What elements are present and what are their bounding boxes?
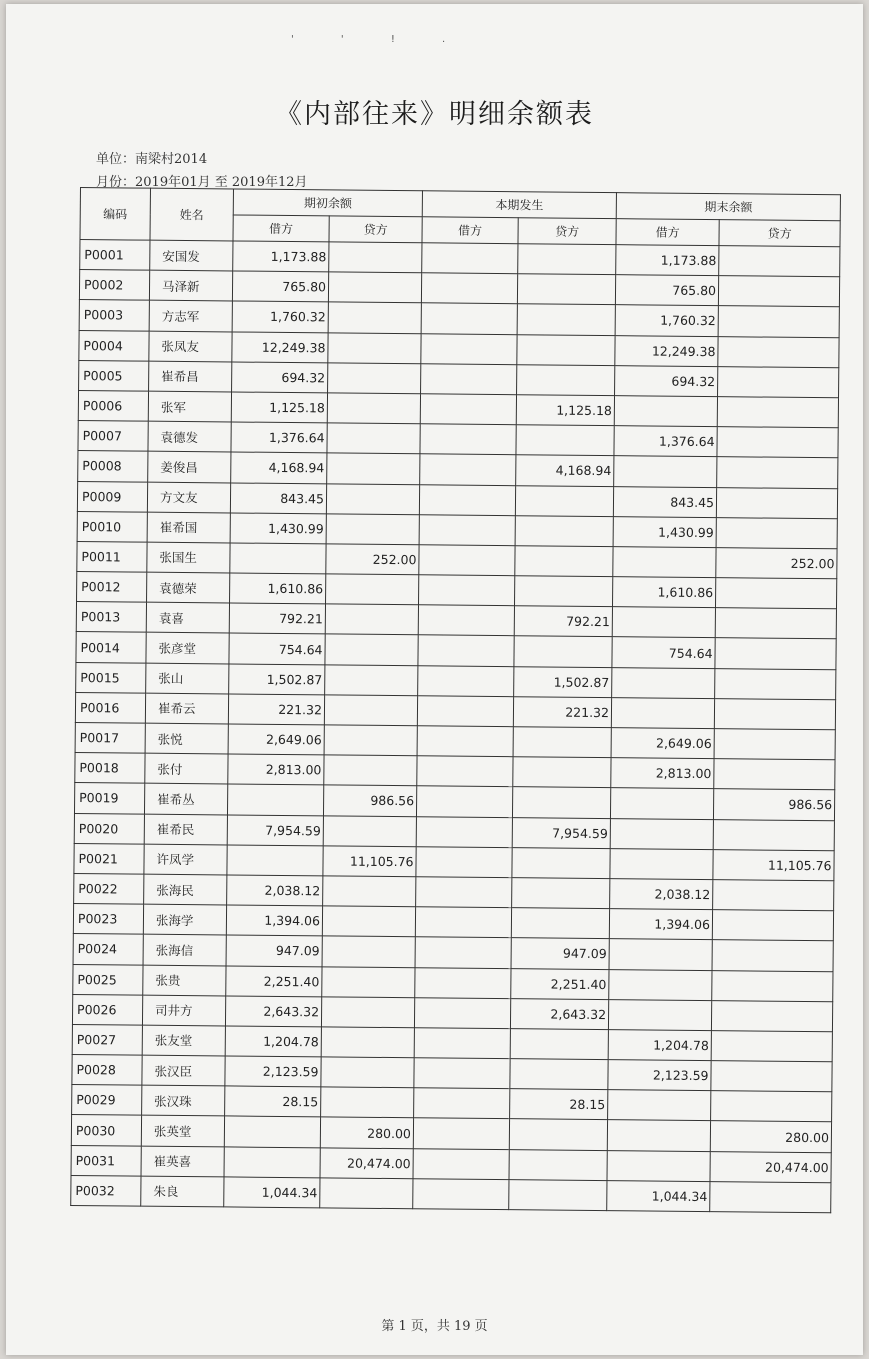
- cell-name: 崔希云: [145, 693, 228, 724]
- cell-opening-debit: 1,044.34: [224, 1177, 320, 1208]
- cell-current-credit: [515, 485, 613, 516]
- cell-code: P0031: [71, 1145, 141, 1176]
- cell-current-debit: [416, 877, 512, 908]
- cell-code: P0001: [80, 240, 150, 271]
- cell-current-credit: [510, 1059, 608, 1090]
- cell-opening-debit: 2,813.00: [228, 754, 324, 785]
- cell-opening-debit: 2,251.40: [226, 965, 322, 996]
- cell-closing-credit: [711, 1061, 832, 1092]
- cell-name: 张汉珠: [142, 1085, 225, 1116]
- page-title: 《内部往来》明细余额表: [275, 99, 594, 130]
- cell-closing-debit: 1,394.06: [609, 909, 712, 940]
- cell-opening-credit: [321, 1027, 414, 1058]
- cell-current-credit: 28.15: [510, 1089, 608, 1120]
- cell-code: P0025: [73, 964, 143, 995]
- cell-code: P0018: [75, 753, 145, 784]
- cell-code: P0032: [71, 1175, 141, 1206]
- cell-code: P0002: [79, 270, 149, 301]
- cell-current-credit: [517, 274, 615, 305]
- cell-opening-debit: [224, 1116, 320, 1147]
- cell-name: 朱良: [141, 1176, 224, 1207]
- cell-name: 张海民: [144, 874, 227, 905]
- balance-table: [70, 187, 841, 1213]
- cell-closing-credit: [717, 427, 838, 458]
- cell-closing-credit: [715, 638, 836, 669]
- cell-closing-credit: 280.00: [710, 1121, 831, 1152]
- cell-closing-debit: [610, 818, 713, 849]
- cell-opening-credit: [327, 393, 420, 424]
- cell-current-credit: [516, 425, 614, 456]
- cell-opening-credit: [324, 725, 417, 756]
- cell-current-debit: [417, 756, 513, 787]
- cell-closing-credit: [715, 668, 836, 699]
- cell-closing-debit: [611, 697, 714, 728]
- cell-code: P0026: [72, 994, 142, 1025]
- cell-current-credit: [513, 727, 611, 758]
- cell-current-credit: [509, 1119, 607, 1150]
- cell-code: P0003: [79, 300, 149, 331]
- cell-closing-debit: [614, 456, 717, 487]
- cell-closing-debit: 1,610.86: [613, 577, 716, 608]
- cell-closing-debit: 12,249.38: [615, 335, 718, 366]
- page-footer: 第 1 页，共 19 页: [381, 1319, 488, 1334]
- cell-current-debit: [420, 394, 516, 425]
- cell-name: 张付: [145, 753, 228, 784]
- cell-closing-credit: [712, 910, 833, 941]
- cell-closing-debit: 2,649.06: [611, 728, 714, 759]
- cell-opening-credit: [329, 242, 422, 273]
- header-closing-debit: 借方: [616, 219, 719, 246]
- cell-current-credit: 1,125.18: [516, 395, 614, 426]
- cell-closing-credit: [710, 1181, 831, 1212]
- cell-current-debit: [413, 1118, 509, 1149]
- cell-opening-credit: [325, 664, 418, 695]
- cell-current-credit: [518, 244, 616, 275]
- header-name: 姓名: [150, 188, 233, 241]
- cell-closing-credit: [719, 246, 840, 277]
- cell-closing-credit: [712, 970, 833, 1001]
- cell-closing-debit: [607, 1120, 710, 1151]
- cell-opening-credit: [326, 574, 419, 605]
- table-body: [71, 240, 840, 1213]
- cell-current-debit: [417, 696, 513, 727]
- cell-opening-debit: 2,123.59: [225, 1056, 321, 1087]
- cell-opening-debit: 12,249.38: [232, 332, 328, 363]
- cell-name: 崔希国: [147, 512, 230, 543]
- header-current-debit: 借方: [422, 217, 518, 244]
- cell-closing-debit: 1,204.78: [608, 1029, 711, 1060]
- cell-code: P0009: [77, 481, 147, 512]
- cell-closing-credit: [713, 880, 834, 911]
- cell-code: P0004: [79, 330, 149, 361]
- cell-current-credit: [517, 334, 615, 365]
- cell-code: P0012: [77, 572, 147, 603]
- cell-opening-credit: 280.00: [320, 1117, 413, 1148]
- cell-opening-debit: 2,038.12: [227, 875, 323, 906]
- cell-closing-debit: 2,813.00: [611, 758, 714, 789]
- cell-current-debit: [421, 333, 517, 364]
- cell-closing-debit: [609, 939, 712, 970]
- cell-opening-credit: [328, 363, 421, 394]
- cell-code: P0011: [77, 541, 147, 572]
- cell-current-debit: [421, 273, 517, 304]
- cell-current-credit: 1,502.87: [514, 666, 612, 697]
- cell-opening-credit: [320, 1178, 413, 1209]
- cell-code: P0023: [73, 904, 143, 935]
- cell-code: P0019: [74, 783, 144, 814]
- cell-opening-credit: [328, 332, 421, 363]
- cell-current-debit: [414, 1058, 510, 1089]
- cell-name: 张国生: [147, 542, 230, 573]
- cell-closing-credit: [714, 759, 835, 790]
- cell-opening-credit: [327, 453, 420, 484]
- cell-current-debit: [419, 545, 515, 576]
- cell-closing-credit: [713, 819, 834, 850]
- cell-name: 袁德荣: [147, 572, 230, 603]
- cell-opening-debit: 1,204.78: [225, 1026, 321, 1057]
- cell-code: P0030: [71, 1115, 141, 1146]
- cell-opening-debit: 1,760.32: [232, 301, 328, 332]
- cell-current-debit: [421, 303, 517, 334]
- cell-closing-credit: [718, 276, 839, 307]
- cell-current-debit: [422, 243, 518, 274]
- cell-current-debit: [417, 726, 513, 757]
- cell-opening-credit: 252.00: [326, 544, 419, 575]
- cell-code: P0007: [78, 421, 148, 452]
- cell-opening-debit: 28.15: [225, 1086, 321, 1117]
- cell-closing-debit: 1,044.34: [607, 1180, 710, 1211]
- cell-name: 袁德发: [148, 421, 231, 452]
- cell-opening-debit: 947.09: [226, 935, 322, 966]
- cell-closing-debit: 2,038.12: [610, 879, 713, 910]
- cell-code: P0029: [72, 1085, 142, 1116]
- cell-current-debit: [414, 1088, 510, 1119]
- cell-current-credit: [515, 546, 613, 577]
- unit-line: 单位：南梁村2014: [96, 152, 208, 167]
- cell-current-debit: [418, 665, 514, 696]
- cell-code: P0022: [74, 873, 144, 904]
- cell-closing-debit: 843.45: [613, 486, 716, 517]
- cell-current-credit: 7,954.59: [512, 817, 610, 848]
- cell-closing-credit: 11,105.76: [713, 849, 834, 880]
- cell-opening-credit: [324, 695, 417, 726]
- cell-name: 崔希民: [144, 814, 227, 845]
- cell-current-debit: [414, 1028, 510, 1059]
- cell-name: 崔希昌: [149, 361, 232, 392]
- cell-opening-credit: [328, 302, 421, 333]
- cell-name: 马泽新: [149, 270, 232, 301]
- cell-opening-debit: 1,376.64: [231, 422, 327, 453]
- cell-closing-debit: [610, 848, 713, 879]
- cell-code: P0013: [76, 602, 146, 633]
- cell-name: 张军: [148, 391, 231, 422]
- cell-current-debit: [416, 847, 512, 878]
- cell-name: 张悦: [145, 723, 228, 754]
- header-current: 本期发生: [422, 191, 616, 219]
- header-opening-credit: 贷方: [329, 216, 422, 243]
- cell-current-credit: [512, 878, 610, 909]
- cell-opening-debit: 754.64: [229, 633, 325, 664]
- cell-current-debit: [419, 514, 515, 545]
- cell-opening-debit: [227, 845, 323, 876]
- cell-code: P0020: [74, 813, 144, 844]
- cell-closing-debit: [613, 547, 716, 578]
- cell-name: 张贵: [143, 965, 226, 996]
- cell-code: P0028: [72, 1055, 142, 1086]
- cell-opening-debit: [227, 784, 323, 815]
- cell-code: P0006: [78, 390, 148, 421]
- cell-current-credit: [513, 757, 611, 788]
- cell-current-debit: [415, 967, 511, 998]
- cell-opening-credit: [325, 604, 418, 635]
- cell-closing-credit: [716, 517, 837, 548]
- table-row: [71, 1175, 831, 1212]
- cell-closing-credit: 20,474.00: [710, 1151, 831, 1182]
- cell-current-credit: [512, 787, 610, 818]
- cell-closing-debit: [612, 667, 715, 698]
- cell-current-debit: [416, 786, 512, 817]
- cell-closing-credit: [716, 578, 837, 609]
- cell-current-debit: [418, 635, 514, 666]
- cell-opening-credit: [324, 755, 417, 786]
- cell-closing-debit: [607, 1150, 710, 1181]
- cell-closing-debit: [610, 788, 713, 819]
- cell-opening-credit: [321, 1087, 414, 1118]
- cell-opening-credit: [327, 423, 420, 454]
- cell-current-debit: [420, 454, 516, 485]
- cell-closing-debit: [608, 1090, 711, 1121]
- cell-current-credit: [514, 636, 612, 667]
- cell-opening-debit: 765.80: [232, 271, 328, 302]
- cell-closing-debit: 1,760.32: [615, 305, 718, 336]
- cell-opening-debit: 843.45: [230, 482, 326, 513]
- cell-current-debit: [418, 605, 514, 636]
- cell-current-credit: 2,643.32: [510, 998, 608, 1029]
- cell-code: P0010: [77, 511, 147, 542]
- cell-closing-debit: [614, 396, 717, 427]
- cell-current-debit: [419, 575, 515, 606]
- cell-name: 姜俊昌: [148, 451, 231, 482]
- cell-closing-debit: 1,430.99: [613, 516, 716, 547]
- cell-current-credit: 792.21: [514, 606, 612, 637]
- header-opening-debit: 借方: [233, 215, 329, 242]
- cell-opening-credit: [326, 483, 419, 514]
- cell-closing-debit: [612, 607, 715, 638]
- cell-name: 张海信: [143, 934, 226, 965]
- cell-current-credit: [515, 576, 613, 607]
- cell-name: 张凤友: [149, 331, 232, 362]
- cell-current-debit: [415, 907, 511, 938]
- cell-opening-debit: 2,643.32: [225, 996, 321, 1027]
- cell-current-credit: [509, 1179, 607, 1210]
- cell-closing-debit: 765.80: [615, 275, 718, 306]
- cell-closing-credit: [718, 336, 839, 367]
- period-line: 月份：2019年01月 至 2019年12月: [96, 175, 308, 190]
- cell-name: 张山: [146, 663, 229, 694]
- cell-closing-credit: [718, 306, 839, 337]
- cell-closing-credit: [714, 698, 835, 729]
- cell-opening-debit: 1,502.87: [229, 664, 325, 695]
- cell-opening-debit: 694.32: [232, 362, 328, 393]
- cell-name: 张海学: [143, 904, 226, 935]
- cell-closing-credit: [716, 487, 837, 518]
- cell-opening-credit: [322, 906, 415, 937]
- cell-opening-debit: 1,125.18: [231, 392, 327, 423]
- cell-name: 崔希丛: [144, 784, 227, 815]
- cell-closing-credit: [711, 1091, 832, 1122]
- cell-opening-credit: [323, 815, 416, 846]
- cell-code: P0017: [75, 722, 145, 753]
- cell-name: 方文友: [147, 482, 230, 513]
- cell-name: 司井方: [142, 995, 225, 1026]
- cell-opening-debit: 1,610.86: [230, 573, 326, 604]
- cell-closing-credit: [711, 1000, 832, 1031]
- cell-opening-credit: [326, 514, 419, 545]
- cell-current-credit: [509, 1149, 607, 1180]
- scan-marks: ' ' ! .: [291, 34, 468, 45]
- header-closing: 期末余额: [616, 193, 840, 221]
- cell-current-debit: [420, 424, 516, 455]
- cell-closing-debit: 1,376.64: [614, 426, 717, 457]
- cell-closing-credit: [717, 397, 838, 428]
- cell-name: 张彦堂: [146, 633, 229, 664]
- cell-current-debit: [421, 364, 517, 395]
- cell-opening-credit: [328, 272, 421, 303]
- header-current-credit: 贷方: [518, 218, 616, 245]
- cell-name: 安国发: [150, 240, 233, 271]
- cell-opening-debit: 4,168.94: [231, 452, 327, 483]
- header-closing-credit: 贷方: [719, 220, 840, 247]
- cell-closing-debit: [609, 969, 712, 1000]
- cell-opening-credit: 20,474.00: [320, 1147, 413, 1178]
- cell-name: 张友堂: [142, 1025, 225, 1056]
- cell-opening-credit: 11,105.76: [323, 846, 416, 877]
- cell-opening-debit: 1,394.06: [226, 905, 322, 936]
- cell-opening-credit: [325, 634, 418, 665]
- cell-closing-debit: [608, 999, 711, 1030]
- cell-closing-credit: [714, 729, 835, 760]
- cell-closing-debit: 2,123.59: [608, 1060, 711, 1091]
- cell-current-debit: [414, 997, 510, 1028]
- cell-opening-debit: 1,173.88: [233, 241, 329, 272]
- cell-opening-credit: [321, 1057, 414, 1088]
- cell-code: P0016: [75, 692, 145, 723]
- cell-name: 崔英喜: [141, 1146, 224, 1177]
- cell-closing-debit: 694.32: [615, 365, 718, 396]
- cell-opening-credit: [323, 876, 416, 907]
- cell-current-credit: 2,251.40: [511, 968, 609, 999]
- cell-opening-debit: 7,954.59: [227, 815, 323, 846]
- cell-current-credit: 947.09: [511, 938, 609, 969]
- cell-closing-credit: 986.56: [713, 789, 834, 820]
- cell-current-debit: [413, 1179, 509, 1210]
- cell-code: P0015: [76, 662, 146, 693]
- cell-code: P0027: [72, 1024, 142, 1055]
- cell-current-credit: 221.32: [513, 696, 611, 727]
- cell-current-debit: [413, 1148, 509, 1179]
- cell-current-credit: [510, 1029, 608, 1060]
- cell-current-credit: 4,168.94: [516, 455, 614, 486]
- cell-code: P0005: [79, 360, 149, 391]
- cell-closing-credit: [715, 608, 836, 639]
- cell-opening-debit: 221.32: [228, 694, 324, 725]
- cell-closing-credit: [712, 940, 833, 971]
- cell-name: 方志军: [149, 301, 232, 332]
- cell-opening-debit: 792.21: [229, 603, 325, 634]
- cell-code: P0021: [74, 843, 144, 874]
- cell-opening-debit: 1,430.99: [230, 513, 326, 544]
- cell-name: 张汉臣: [142, 1055, 225, 1086]
- cell-opening-debit: 2,649.06: [228, 724, 324, 755]
- cell-opening-credit: [322, 966, 415, 997]
- cell-current-credit: [517, 304, 615, 335]
- cell-code: P0008: [78, 451, 148, 482]
- cell-current-credit: [515, 515, 613, 546]
- cell-code: P0024: [73, 934, 143, 965]
- cell-opening-credit: 986.56: [323, 785, 416, 816]
- cell-current-debit: [416, 816, 512, 847]
- cell-opening-credit: [321, 997, 414, 1028]
- cell-name: 袁喜: [146, 602, 229, 633]
- cell-closing-credit: [718, 366, 839, 397]
- header-code: 编码: [80, 188, 150, 241]
- cell-current-credit: [511, 908, 609, 939]
- cell-opening-debit: [224, 1147, 320, 1178]
- document-page: [6, 4, 863, 1355]
- cell-name: 许凤学: [144, 844, 227, 875]
- cell-current-debit: [415, 937, 511, 968]
- cell-name: 张英堂: [141, 1116, 224, 1147]
- cell-closing-credit: 252.00: [716, 547, 837, 578]
- cell-closing-debit: 1,173.88: [616, 245, 719, 276]
- cell-current-credit: [517, 364, 615, 395]
- cell-closing-debit: 754.64: [612, 637, 715, 668]
- cell-opening-debit: [230, 543, 326, 574]
- cell-current-credit: [512, 847, 610, 878]
- header-opening: 期初余额: [233, 189, 422, 217]
- cell-closing-credit: [717, 457, 838, 488]
- cell-code: P0014: [76, 632, 146, 663]
- cell-current-debit: [419, 484, 515, 515]
- cell-opening-credit: [322, 936, 415, 967]
- cell-closing-credit: [711, 1030, 832, 1061]
